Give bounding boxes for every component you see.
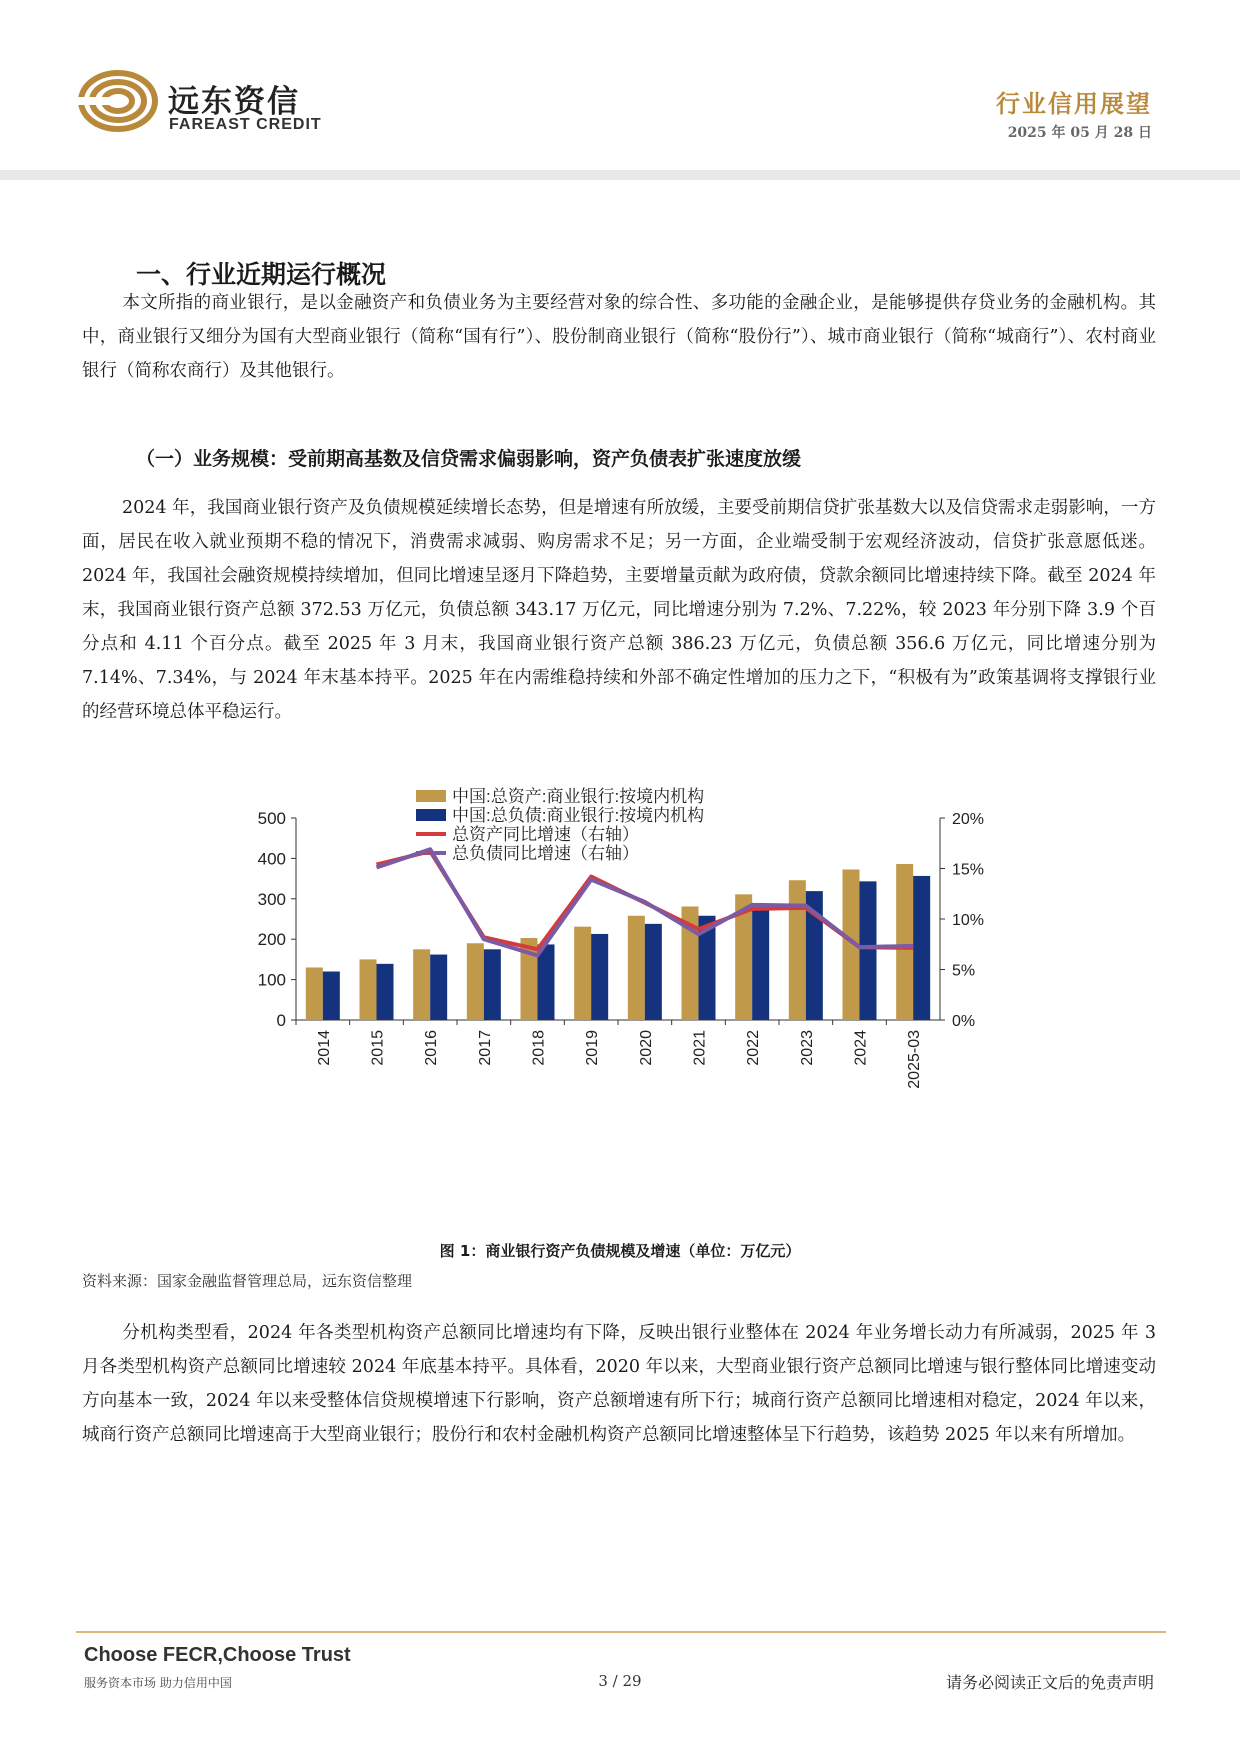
bar-assets (306, 967, 323, 1020)
bar-assets (628, 916, 645, 1020)
footer-slogan: Choose FECR,Choose Trust (84, 1644, 351, 1666)
body-text-1: 2024 年，我国商业银行资产及负债规模延续增长态势，但是增速有所放缓，主要受前期信贷扩张基数大以及信贷需求走弱影响，一方面，居民在收入就业预期不稳的情况下，消费需求减弱、购房需求不足；另一方面，企业端受制于宏观经济波动，信贷扩张意愿低迷。2024 年，我国社会融资规模持续增加，但同比增速呈逐月下降趋势，主要增量贡献为政府债，贷款余额同比增速持续下降。截至 2024 年末，我国商业银行资产总额 372.53 万亿元，负债总额 343.17 万亿元，同比增速分别为 7.2%、7.22%，较 2023 年分别下降 3.9 个百分点和 4.11 个百分点。截至 2025 年 3 月末，我国商业银行资产总额 386.23 万亿元，负债总额 356.6 万亿元，同比增速分别为 7.14%、7.34%，与 2024 年末基本持平。2025 年在内需维稳持续和外部不确定性增加的压力之下，“积极有为”政策基调将支撑银行业的经营环境总体平稳运行。 (82, 498, 1156, 722)
chart-legend (416, 787, 704, 863)
x-tick-label: 2025-03 (906, 1030, 924, 1089)
y-left-tick-label: 0 (276, 1011, 286, 1030)
chart-svg (240, 780, 1020, 1240)
bar-assets (574, 927, 591, 1020)
body-paragraph-1 (82, 491, 1156, 729)
disclaimer-link[interactable]: 请务必阅读正文后的免责声明 (945, 1673, 1154, 1692)
x-tick-label: 2019 (584, 1030, 602, 1066)
bar-liabilities (860, 881, 877, 1020)
y-right-tick-label: 10% (952, 912, 985, 929)
brand-name-cn: 远东资信 (168, 84, 300, 120)
y-right-tick-label: 20% (952, 811, 985, 828)
bar-liabilities (323, 972, 340, 1020)
y-left-tick-label: 200 (257, 930, 286, 950)
x-tick-label: 2024 (852, 1030, 870, 1066)
section-title: 一、行业近期运行概况 (136, 260, 387, 289)
y-left-tick-label: 500 (257, 809, 286, 828)
footer-sub-slogan: 服务资本市场 助力信用中国 (84, 1676, 232, 1690)
y-left-tick-label: 400 (257, 849, 286, 869)
bar-assets (467, 943, 484, 1020)
bar-liabilities (538, 944, 555, 1020)
bar-assets (360, 959, 377, 1020)
bar-liabilities (430, 955, 447, 1020)
fareast-logo-icon (78, 70, 158, 132)
legend-swatch (416, 809, 446, 821)
y-left-tick-label: 100 (257, 970, 286, 990)
legend-label: 总资产同比增速（右轴） (452, 825, 639, 844)
bar-liabilities (752, 905, 769, 1020)
x-tick-label: 2014 (315, 1030, 333, 1066)
page-header (0, 0, 1240, 170)
report-date: 2025 年 05 月 28 日 (1007, 125, 1152, 141)
intro-paragraph (82, 286, 1156, 388)
legend-label: 中国:总负债:商业银行:按境内机构 (452, 806, 705, 825)
x-tick-label: 2021 (691, 1030, 709, 1066)
legend-swatch (416, 790, 446, 802)
bar-liabilities (484, 949, 501, 1020)
y-right-tick-label: 0% (952, 1013, 976, 1030)
figure-1-chart (240, 780, 1020, 1240)
figure-caption: 图 1：商业银行资产负债规模及增速（单位：万亿元） (439, 1242, 801, 1260)
x-tick-label: 2018 (530, 1030, 548, 1066)
intro-text: 本文所指的商业银行，是以金融资产和负债业务为主要经营对象的综合性、多功能的金融企业，是能够提供存贷业务的金融机构。其中，商业银行又细分为国有大型商业银行（简称“国有行”）、股份制商业银行（简称“股份行”）、城市商业银行（简称“城商行”）、农村商业银行（简称农商行）及其他银行。 (82, 293, 1156, 381)
body-paragraph-2 (82, 1316, 1156, 1452)
y-right-tick-label: 15% (952, 861, 985, 879)
x-tick-label: 2020 (637, 1030, 655, 1066)
x-tick-label: 2016 (423, 1030, 441, 1066)
header-divider (0, 170, 1240, 180)
bar-assets (896, 864, 913, 1020)
legend-label: 总负债同比增速（右轴） (452, 844, 639, 863)
subsection-title: （一）业务规模：受前期高基数及信贷需求偏弱影响，资产负债表扩张速度放缓 (136, 448, 802, 470)
y-left-tick-label: 300 (257, 889, 286, 909)
bar-liabilities (377, 964, 394, 1020)
bar-liabilities (913, 876, 930, 1020)
x-tick-label: 2022 (745, 1030, 763, 1066)
body-text-2: 分机构类型看，2024 年各类型机构资产总额同比增速均有下降，反映出银行业整体在 2024 年业务增长动力有所减弱，2025 年 3 月各类型机构资产总额同比增速较 2024 年底基本持平。具体看，2020 年以来，大型商业银行资产总额同比增速与银行整体同比增速变动方向基本一致，2024 年以来受整体信贷规模增速下行影响，资产总额增速有所下行；城商行资产总额同比增速相对稳定，2024 年以来，城商行资产总额同比增速高于大型商业银行；股份行和农村金融机构资产总额同比增速整体呈下行趋势，该趋势 2025 年以来有所增加。 (82, 1323, 1156, 1445)
brand-name-en: FAREAST CREDIT (169, 116, 322, 133)
bar-liabilities (645, 924, 662, 1020)
legend-label: 中国:总资产:商业银行:按境内机构 (452, 787, 705, 806)
y-right-tick-label: 5% (952, 962, 976, 980)
page-number: 3 / 29 (598, 1672, 642, 1690)
figure-source: 资料来源：国家金融监督管理总局，远东资信整理 (82, 1272, 413, 1290)
chart-bars (306, 864, 930, 1020)
bar-liabilities (591, 934, 608, 1020)
x-tick-label: 2017 (476, 1030, 494, 1066)
x-tick-label: 2023 (798, 1030, 816, 1066)
bar-assets (413, 949, 430, 1020)
x-tick-label: 2015 (369, 1030, 387, 1066)
report-type: 行业信用展望 (996, 90, 1152, 118)
footer-divider (76, 1631, 1166, 1633)
bar-assets (789, 880, 806, 1020)
